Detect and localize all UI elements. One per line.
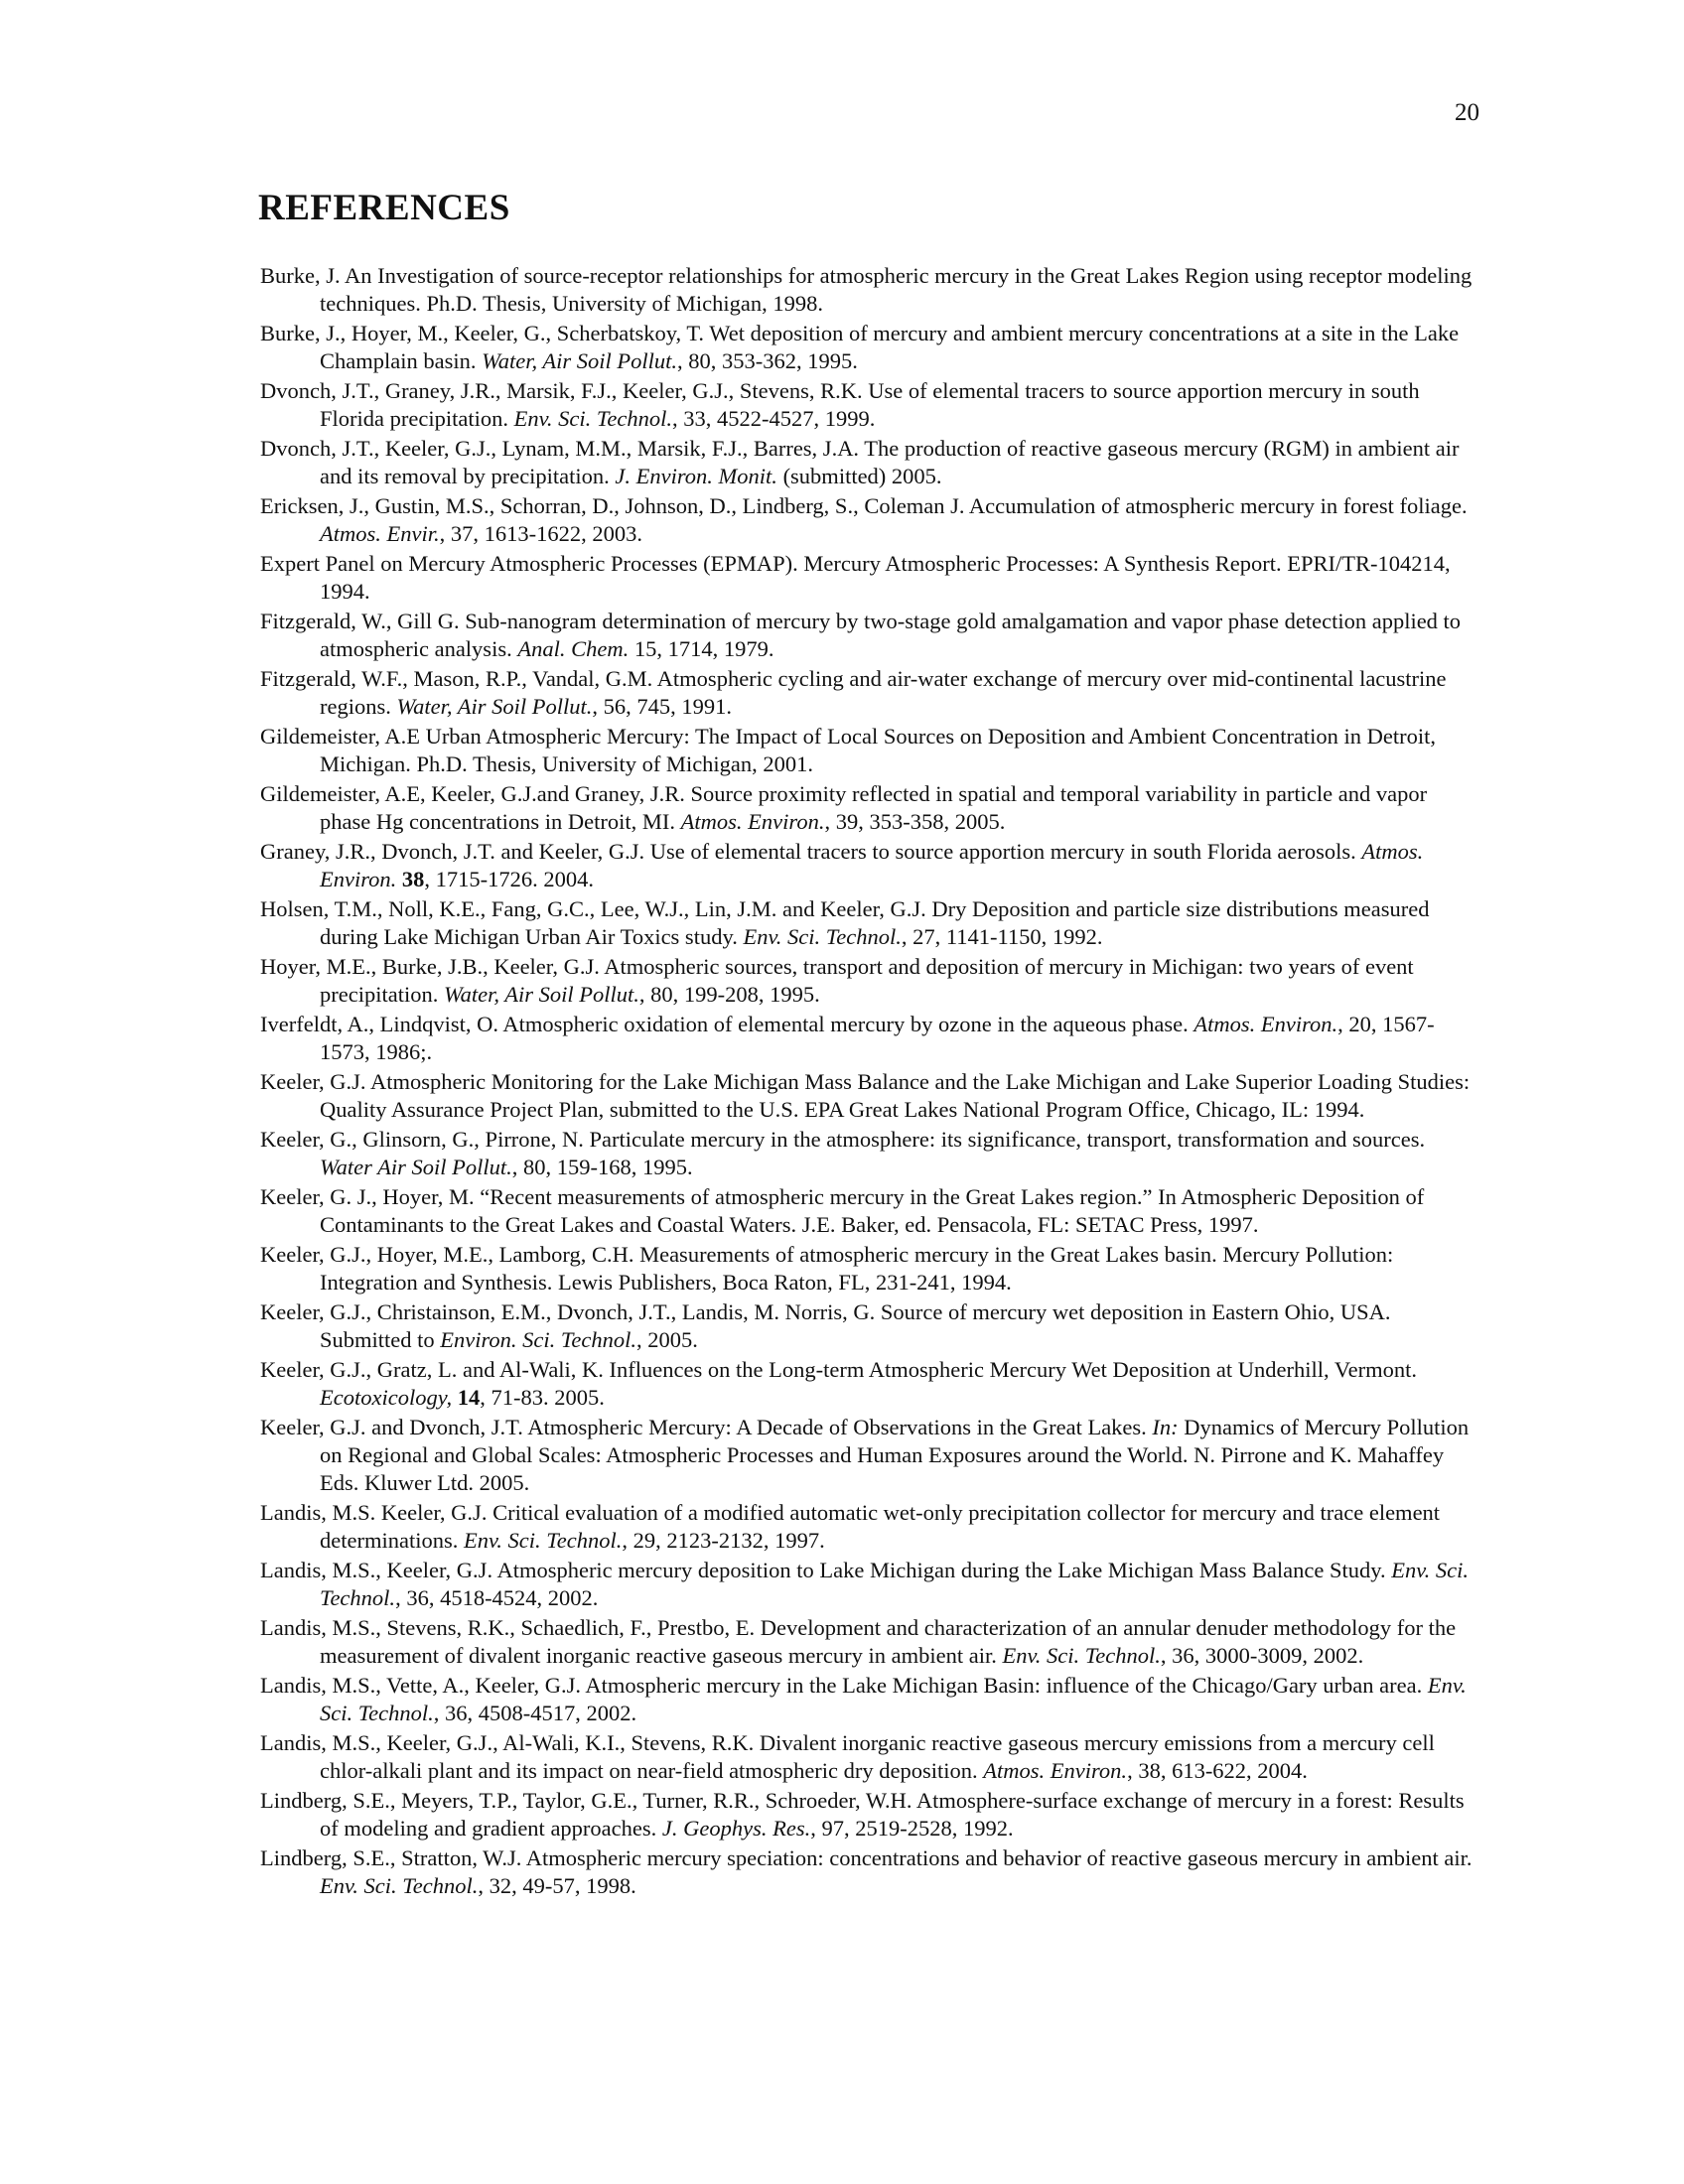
reference-text: Ericksen, J., Gustin, M.S., Schorran, D., Johnson, D., Lindberg, S., Coleman J. Accumulation of atmospheric mercury in forest foliage. xyxy=(260,493,1468,518)
reference-entry xyxy=(260,723,1479,778)
reference-journal: Water, Air Soil Pollut. xyxy=(396,694,593,719)
reference-text: Lindberg, S.E., Meyers, T.P., Taylor, G.E., Turner, R.R., Schroeder, W.H. Atmosphere-surface exchange of mercury in a forest: Results of modeling and gradient approaches. xyxy=(260,1788,1465,1841)
reference-text: Lindberg, S.E., Stratton, W.J. Atmospheric mercury speciation: concentrations and behavior of reactive gaseous mercury in ambient air. xyxy=(260,1845,1473,1870)
reference-entry xyxy=(260,1356,1479,1412)
reference-entry xyxy=(260,608,1479,663)
reference-text: Landis, M.S. Keeler, G.J. Critical evaluation of a modified automatic wet-only precipitation collector for mercury and trace element determinations. xyxy=(260,1500,1441,1553)
reference-entry xyxy=(260,377,1479,433)
references-heading: REFERENCES xyxy=(258,188,510,228)
reference-entry xyxy=(260,1844,1479,1900)
reference-journal: Atmos. Environ. xyxy=(1193,1012,1338,1036)
reference-journal: Water Air Soil Pollut. xyxy=(320,1155,512,1179)
reference-journal: Atmos. Environ. xyxy=(320,839,1424,891)
reference-details: , 36, 3000-3009, 2002. xyxy=(1160,1643,1364,1668)
reference-entry xyxy=(260,1729,1479,1785)
reference-journal: J. Geophys. Res. xyxy=(661,1816,811,1841)
reference-journal: Env. Sci. Technol. xyxy=(320,1558,1469,1610)
reference-entry xyxy=(260,665,1479,721)
reference-details: , 71-83. 2005. xyxy=(480,1385,605,1410)
reference-list xyxy=(260,262,1479,1902)
reference-text: Dvonch, J.T., Keeler, G.J., Lynam, M.M., Marsik, F.J., Barres, J.A. The production of reactive gaseous mercury (RGM) in ambient air and its removal by precipitation. xyxy=(260,436,1460,488)
reference-entry xyxy=(260,1011,1479,1066)
reference-entry xyxy=(260,550,1479,606)
reference-details: , 33, 4522-4527, 1999. xyxy=(671,406,876,431)
reference-journal: Ecotoxicology, xyxy=(320,1385,453,1410)
reference-entry xyxy=(260,1499,1479,1555)
reference-journal: Env. Sci. Technol. xyxy=(513,406,672,431)
reference-journal: Water, Air Soil Pollut. xyxy=(482,348,678,373)
reference-journal: Env. Sci. Technol. xyxy=(463,1528,623,1553)
reference-text: Landis, M.S., Keeler, G.J. Atmospheric mercury deposition to Lake Michigan during the Lake Michigan Mass Balance Study. xyxy=(260,1558,1392,1582)
reference-entry xyxy=(260,838,1479,893)
reference-entry xyxy=(260,953,1479,1009)
reference-details: , 1715-1726. 2004. xyxy=(424,867,595,891)
reference-text: Keeler, G.J. and Dvonch, J.T. Atmospheric Mercury: A Decade of Observations in the Great Lakes. xyxy=(260,1415,1153,1439)
reference-text: Gildemeister, A.E, Keeler, G.J.and Graney, J.R. Source proximity reflected in spatial and temporal variability in particle and vapor phase Hg concentrations in Detroit, MI. xyxy=(260,781,1428,834)
reference-entry xyxy=(260,1614,1479,1670)
reference-text: Burke, J. An Investigation of source-receptor relationships for atmospheric mercury in the Great Lakes Region using receptor modeling techniques. Ph.D. Thesis, University of Michigan, 1998. xyxy=(260,263,1473,316)
page-number: 20 xyxy=(1455,99,1479,126)
reference-details: , 97, 2519-2528, 1992. xyxy=(810,1816,1014,1841)
reference-journal: Env. Sci. Technol. xyxy=(320,1673,1467,1725)
reference-journal: Env. Sci. Technol. xyxy=(743,924,902,949)
reference-details: , 2005. xyxy=(635,1327,698,1352)
reference-text: Landis, M.S., Keeler, G.J., Al-Wali, K.I., Stevens, R.K. Divalent inorganic reactive gaseous mercury emissions from a mercury cell chlor-alkali plant and its impact on near-field atmospheric dry deposition. xyxy=(260,1730,1435,1783)
reference-journal: Atmos. Environ. xyxy=(680,809,825,834)
reference-entry xyxy=(260,320,1479,375)
reference-journal: Env. Sci. Technol. xyxy=(320,1873,479,1898)
reference-entry xyxy=(260,1787,1479,1843)
reference-entry xyxy=(260,780,1479,836)
reference-details: , 56, 745, 1991. xyxy=(592,694,733,719)
reference-entry xyxy=(260,1068,1479,1124)
reference-journal: J. Environ. Monit. xyxy=(615,464,777,488)
reference-text: Graney, J.R., Dvonch, J.T. and Keeler, G.J. Use of elemental tracers to source apportion mercury in south Florida aerosols. xyxy=(260,839,1362,864)
reference-entry xyxy=(260,492,1479,548)
reference-entry xyxy=(260,1183,1479,1239)
reference-text: Keeler, G.J. Atmospheric Monitoring for the Lake Michigan Mass Balance and the Lake Michigan and Lake Superior Loading Studies: Quality Assurance Project Plan, submitted to the U.S. EPA Great Lakes National Program Office, Chicago, IL: 1994. xyxy=(260,1069,1471,1122)
reference-details: , 80, 159-168, 1995. xyxy=(511,1155,693,1179)
reference-text: Keeler, G., Glinsorn, G., Pirrone, N. Particulate mercury in the atmosphere: its significance, transport, transformation and sources. xyxy=(260,1127,1426,1152)
reference-volume: 38 xyxy=(396,867,425,891)
reference-journal: Water, Air Soil Pollut. xyxy=(443,982,639,1007)
reference-text: Holsen, T.M., Noll, K.E., Fang, G.C., Lee, W.J., Lin, J.M. and Keeler, G.J. Dry Deposition and particle size distributions measured during Lake Michigan Urban Air Toxics study. xyxy=(260,896,1430,949)
reference-entry xyxy=(260,435,1479,490)
reference-entry xyxy=(260,1672,1479,1727)
reference-text: Gildemeister, A.E Urban Atmospheric Mercury: The Impact of Local Sources on Deposition and Ambient Concentration in Detroit, Michigan. Ph.D. Thesis, University of Michigan, 2001. xyxy=(260,724,1437,776)
reference-journal: Env. Sci. Technol. xyxy=(1002,1643,1161,1668)
reference-details: , 36, 4508-4517, 2002. xyxy=(433,1701,637,1725)
reference-details: , 20, 1567-1573, 1986;. xyxy=(320,1012,1435,1064)
reference-text: Iverfeldt, A., Lindqvist, O. Atmospheric oxidation of elemental mercury by ozone in the aqueous phase. xyxy=(260,1012,1194,1036)
reference-text: Keeler, G. J., Hoyer, M. “Recent measurements of atmospheric mercury in the Great Lakes region.” In Atmospheric Deposition of Contaminants to the Great Lakes and Coastal Waters. J.E. Baker, ed. Pensacola, FL: SETAC Press, 1997. xyxy=(260,1184,1425,1237)
reference-entry xyxy=(260,262,1479,318)
reference-journal: Environ. Sci. Technol. xyxy=(440,1327,636,1352)
reference-details: , 36, 4518-4524, 2002. xyxy=(395,1585,599,1610)
reference-details: , 32, 49-57, 1998. xyxy=(478,1873,636,1898)
reference-entry xyxy=(260,895,1479,951)
reference-text: Hoyer, M.E., Burke, J.B., Keeler, G.J. Atmospheric sources, transport and deposition of mercury in Michigan: two years of event precipitation. xyxy=(260,954,1414,1007)
reference-text: Fitzgerald, W.F., Mason, R.P., Vandal, G.M. Atmospheric cycling and air-water exchange of mercury over mid-continental lacustrine regions. xyxy=(260,666,1447,719)
reference-journal: Atmos. Environ. xyxy=(983,1758,1128,1783)
reference-text: Burke, J., Hoyer, M., Keeler, G., Scherbatskoy, T. Wet deposition of mercury and ambient mercury concentrations at a site in the Lake Champlain basin. xyxy=(260,321,1460,373)
reference-text: Dvonch, J.T., Graney, J.R., Marsik, F.J., Keeler, G.J., Stevens, R.K. Use of elemental tracers to source apportion mercury in south Florida precipitation. xyxy=(260,378,1420,431)
reference-text: Expert Panel on Mercury Atmospheric Processes (EPMAP). Mercury Atmospheric Processes: A Synthesis Report. EPRI/TR-104214, 1994. xyxy=(260,551,1451,604)
reference-details: , 80, 199-208, 1995. xyxy=(638,982,820,1007)
reference-entry xyxy=(260,1557,1479,1612)
reference-details: , 39, 353-358, 2005. xyxy=(824,809,1006,834)
reference-entry xyxy=(260,1414,1479,1497)
reference-text: Fitzgerald, W., Gill G. Sub-nanogram determination of mercury by two-stage gold amalgamation and vapor phase detection applied to atmospheric analysis. xyxy=(260,609,1462,661)
reference-details: , 80, 353-362, 1995. xyxy=(677,348,858,373)
reference-details: Dynamics of Mercury Pollution on Regional and Global Scales: Atmospheric Processes and Human Exposures around the World. N. Pirrone and K. Mahaffey Eds. Kluwer Ltd. 2005. xyxy=(320,1415,1470,1495)
reference-details: , 38, 613-622, 2004. xyxy=(1127,1758,1308,1783)
reference-text: Keeler, G.J., Gratz, L. and Al-Wali, K. Influences on the Long-term Atmospheric Mercury Wet Deposition at Underhill, Vermont. xyxy=(260,1357,1417,1382)
reference-journal: Atmos. Envir. xyxy=(320,521,440,546)
reference-details: , 29, 2123-2132, 1997. xyxy=(622,1528,825,1553)
reference-entry xyxy=(260,1241,1479,1297)
reference-volume: 14 xyxy=(452,1385,481,1410)
reference-details: 15, 1714, 1979. xyxy=(629,636,774,661)
reference-text: Landis, M.S., Vette, A., Keeler, G.J. Atmospheric mercury in the Lake Michigan Basin: influence of the Chicago/Gary urban area. xyxy=(260,1673,1428,1698)
reference-entry xyxy=(260,1298,1479,1354)
reference-details: , 27, 1141-1150, 1992. xyxy=(901,924,1103,949)
reference-entry xyxy=(260,1126,1479,1181)
reference-journal: In: xyxy=(1152,1415,1179,1439)
reference-text: Landis, M.S., Stevens, R.K., Schaedlich, F., Prestbo, E. Development and characterization of an annular denuder methodology for the measurement of divalent inorganic reactive gaseous mercury in ambient air. xyxy=(260,1615,1457,1668)
reference-details: , 37, 1613-1622, 2003. xyxy=(439,521,642,546)
reference-text: Keeler, G.J., Christainson, E.M., Dvonch, J.T., Landis, M. Norris, G. Source of mercury wet deposition in Eastern Ohio, USA. Submitted to xyxy=(260,1299,1391,1352)
reference-details: (submitted) 2005. xyxy=(776,464,942,488)
reference-journal: Anal. Chem. xyxy=(517,636,630,661)
reference-text: Keeler, G.J., Hoyer, M.E., Lamborg, C.H. Measurements of atmospheric mercury in the Great Lakes basin. Mercury Pollution: Integration and Synthesis. Lewis Publishers, Boca Raton, FL, 231-241, 1994. xyxy=(260,1242,1394,1295)
